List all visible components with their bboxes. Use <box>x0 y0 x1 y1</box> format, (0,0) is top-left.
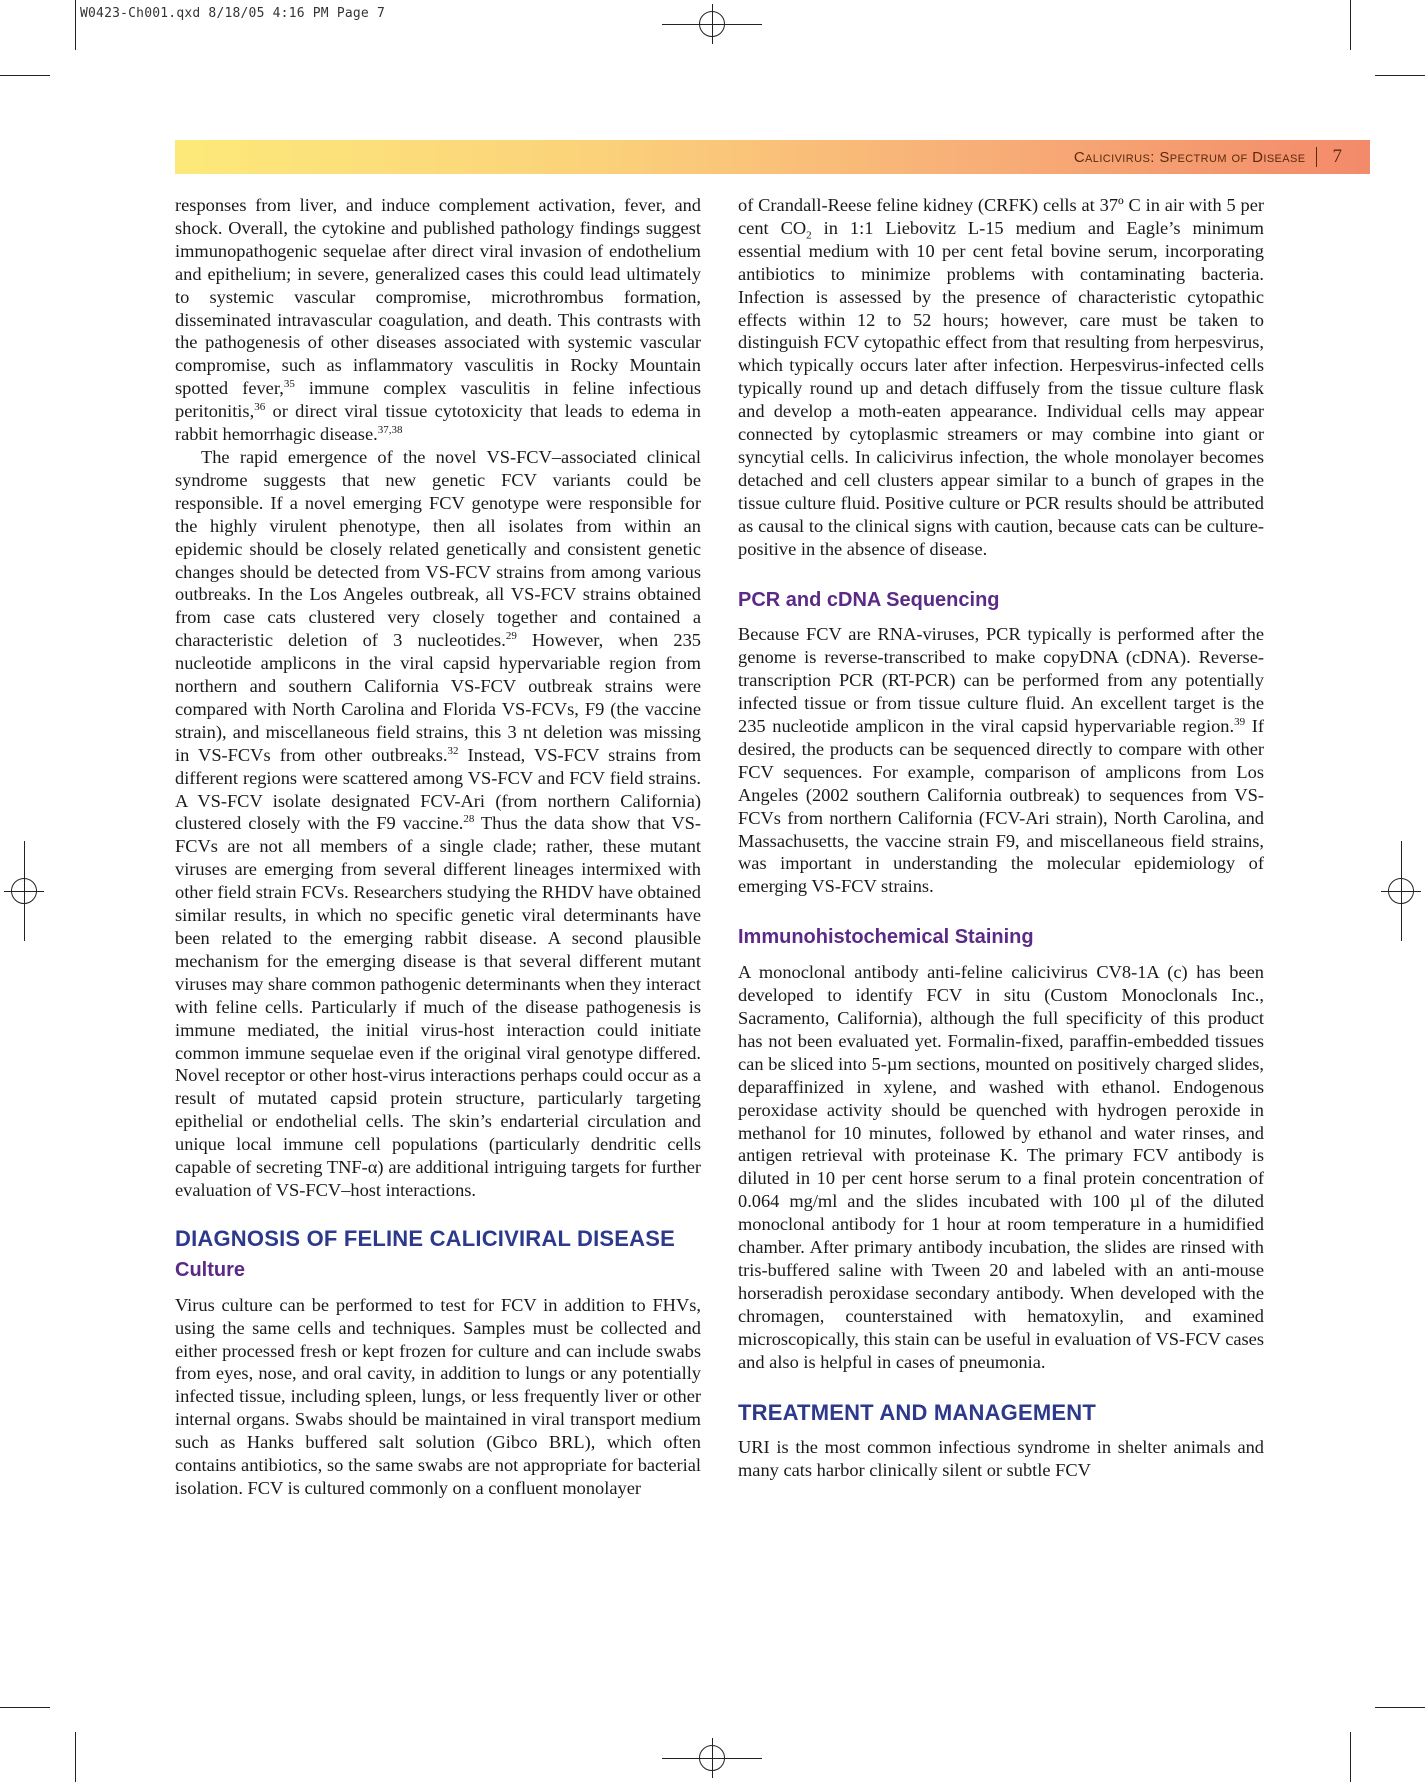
page-number: 7 <box>1332 146 1342 167</box>
heading-diagnosis: DIAGNOSIS OF FELINE CALICIVIRAL DISEASE <box>175 1225 675 1251</box>
file-slug: W0423-Ch001.qxd 8/18/05 4:16 PM Page 7 <box>80 6 386 21</box>
heading-treatment: TREATMENT AND MANAGEMENT <box>738 1399 1096 1425</box>
running-title: Calicivirus: Spectrum of Disease <box>1073 148 1306 166</box>
header-divider <box>1316 147 1317 167</box>
paragraph-ihc: A monoclonal antibody anti-feline calicivirus CV8-1A (c) has been developed to identify FCV in situ (Custom Monoclonals Inc., Sacramento, California), although the full specificity of this product has not been evaluated yet. Formalin-fixed, paraffin-embedded tissues can be sliced into 5-µm sections, mounted on positively charged slides, deparaffinized in xylene, and washed with ethanol. Endogenous peroxidase activity should be quenched with hydrogen peroxide in methanol for 10 minutes, followed by ethanol and water rinses, and antigen retrieval with proteinase K. The primary FCV antibody is diluted in 10 per cent horse serum to a final protein concentration of 0.064 mg/ml and the slides incubated with 100 µl of the diluted monoclonal antibody for 1 hour at room temperature in a humidified chamber. After primary antibody incubation, the slides are rinsed with tris-buffered saline with Tween 20 and labeled with an anti-mouse horseradish peroxidase secondary antibody. When developed with the chromagen, counterstained with hematoxylin, and examined microscopically, this stain can be useful in evaluation of VS-FCV cases and also is helpful in cases of pneumonia. <box>738 962 1264 1372</box>
heading-ihc: Immunohistochemical Staining <box>738 926 1034 949</box>
running-header <box>1074 140 1370 174</box>
paragraph-pcr: Because FCV are RNA-viruses, PCR typically is performed after the genome is reverse-transcribed to make copyDNA (cDNA). Reverse-transcription PCR (RT-PCR) can be performed from any potentially infected tissue or from tissue culture fluid. An excellent target is the 235 nucleotide amplicon in the viral capsid hypervariable region.$^{39}$ If desired, the products can be sequenced directly to compare with other FCV sequences. For example, comparison of amplicons from Los Angeles (2002 southern California outbreak) to sequences from VS-FCVs from northern California (FCV-Ari strain), North Carolina, and Massachusetts, the vaccine strain F9, and miscellaneous field strains, was important in understanding the molecular epidemiology of emerging VS-FCV strains. <box>738 624 1264 897</box>
paragraph-genetics: The rapid emergence of the novel VS-FCV–associated clinical syndrome suggests that new genetic FCV variants could be responsible. If a novel emerging FCV genotype were responsible for the highly virulent phenotype, then all isolates from within an epidemic should be closely related genetically and consistent genetic changes should be detected from VS-FCV strains from among various outbreaks. In the Los Angeles outbreak, all VS-FCV strains obtained from case cats clustered very closely together and contained a characteristic deletion of 3 nucleotides.$^{29}$ However, when 235 nucleotide amplicons in the viral capsid hypervariable region from northern and southern California VS-FCV outbreak strains were compared with North Carolina and Florida VS-FCVs, F9 (the vaccine strain), and miscellaneous field strains, this 3 nt deletion was missing in VS-FCVs from other outbreaks.$^{32}$ Instead, VS-FCV strains from different regions were scattered among VS-FCV and FCV field strains. A VS-FCV isolate designated FCV-Ari (from northern California) clustered closely with the F9 vaccine.$^{28}$ Thus the data show that VS-FCVs are not all members of a single clade; rather, these mutant viruses are emerging from several different lineages intermixed with other field strain FCVs. Researchers studying the RHDV have obtained similar results, in which no specific genetic viral determinants have been related to the emerging rabbit disease. A second plausible mechanism for the emerging disease is that several different mutant viruses may share common pathogenic determinants when they interact with feline cells. Particularly if much of the disease pathogenesis is immune mediated, the initial virus-host interaction could initiate common immune sequelae even if the original viral genotype differed. Novel receptor or other host-virus interactions perhaps could occur as a result of mutated capsid protein structure, particularly targeting epithelial or endothelial cells. The skin’s endarterial circulation and unique local immune cell populations (particularly dendritic cells capable of secreting TNF-α) are additional intriguing targets for further evaluation of VS-FCV–host interactions. <box>175 446 702 1200</box>
running-header-band <box>175 140 1370 174</box>
paragraph-pathogenesis: responses from liver, and induce complement activation, fever, and shock. Overall, the cytokine and published pathology findings suggest immunopathogenic sequelae after direct viral invasion of endothelium and epithelium; in severe, generalized cases this could lead ultimately to systemic vascular compromise, microthrombus formation, disseminated intravascular coagulation, and death. This contrasts with the pathogenesis of other diseases associated with systemic vascular compromise, such as inflammatory vasculitis in Rocky Mountain spotted fever,$^{35}$ immune complex vasculitis in feline infectious peritonitis,$^{36}$ or direct viral tissue cytotoxicity that leads to edema in rabbit hemorrhagic disease.$^{37,38}$ <box>175 195 701 445</box>
right-column <box>738 194 1264 1482</box>
paragraph-treatment: URI is the most common infectious syndrome in shelter animals and many cats harbor clinically silent or subtle FCV <box>738 1437 1264 1481</box>
heading-pcr: PCR and cDNA Sequencing <box>738 588 1000 611</box>
paragraph-culture-cont: of Crandall-Reese feline kidney (CRFK) cells at 37º C in air with 5 per cent $CO_2$ in 1:1 Liebovitz L-15 medium and Eagle’s minimum essential medium with 10 per cent fetal bovine serum, incorporating antibiotics to minimize problems with contaminating bacteria. Infection is assessed by the presence of characteristic cytopathic effects within 12 to 52 hours; however, care must be taken to distinguish FCV cytopathic effect from that resulting from herpesvirus, which typically occurs later after infection. Herpesvirus-infected cells typically round up and detach diffusely from the tissue culture flask and develop a moth-eaten appearance. Individual cells may appear connected by cytoplasmic streamers or may combine into giant or syncytial cells. In calicivirus infection, the whole monolayer becomes detached and cell clusters appear similar to a bunch of grapes in the tissue culture fluid. Positive culture or PCR results should be attributed as causal to the clinical signs with caution, because cats can be culture-positive in the absence of disease. <box>738 195 1264 559</box>
heading-culture: Culture <box>175 1258 245 1281</box>
left-column <box>175 194 701 1500</box>
paragraph-culture: Virus culture can be performed to test for FCV in addition to FHVs, using the same cells and techniques. Samples must be collected and either processed fresh or kept frozen for culture and can include swabs from eyes, nose, and oral cavity, in addition to lungs or any potentially infected tissue, including spleen, lungs, or less frequently liver or other internal organs. Swabs should be maintained in viral transport medium such as Hanks buffered salt solution (Gibco BRL), which often contains antibiotics, so the same swabs are not appropriate for bacterial isolation. FCV is cultured commonly on a confluent monolayer <box>175 1294 701 1498</box>
